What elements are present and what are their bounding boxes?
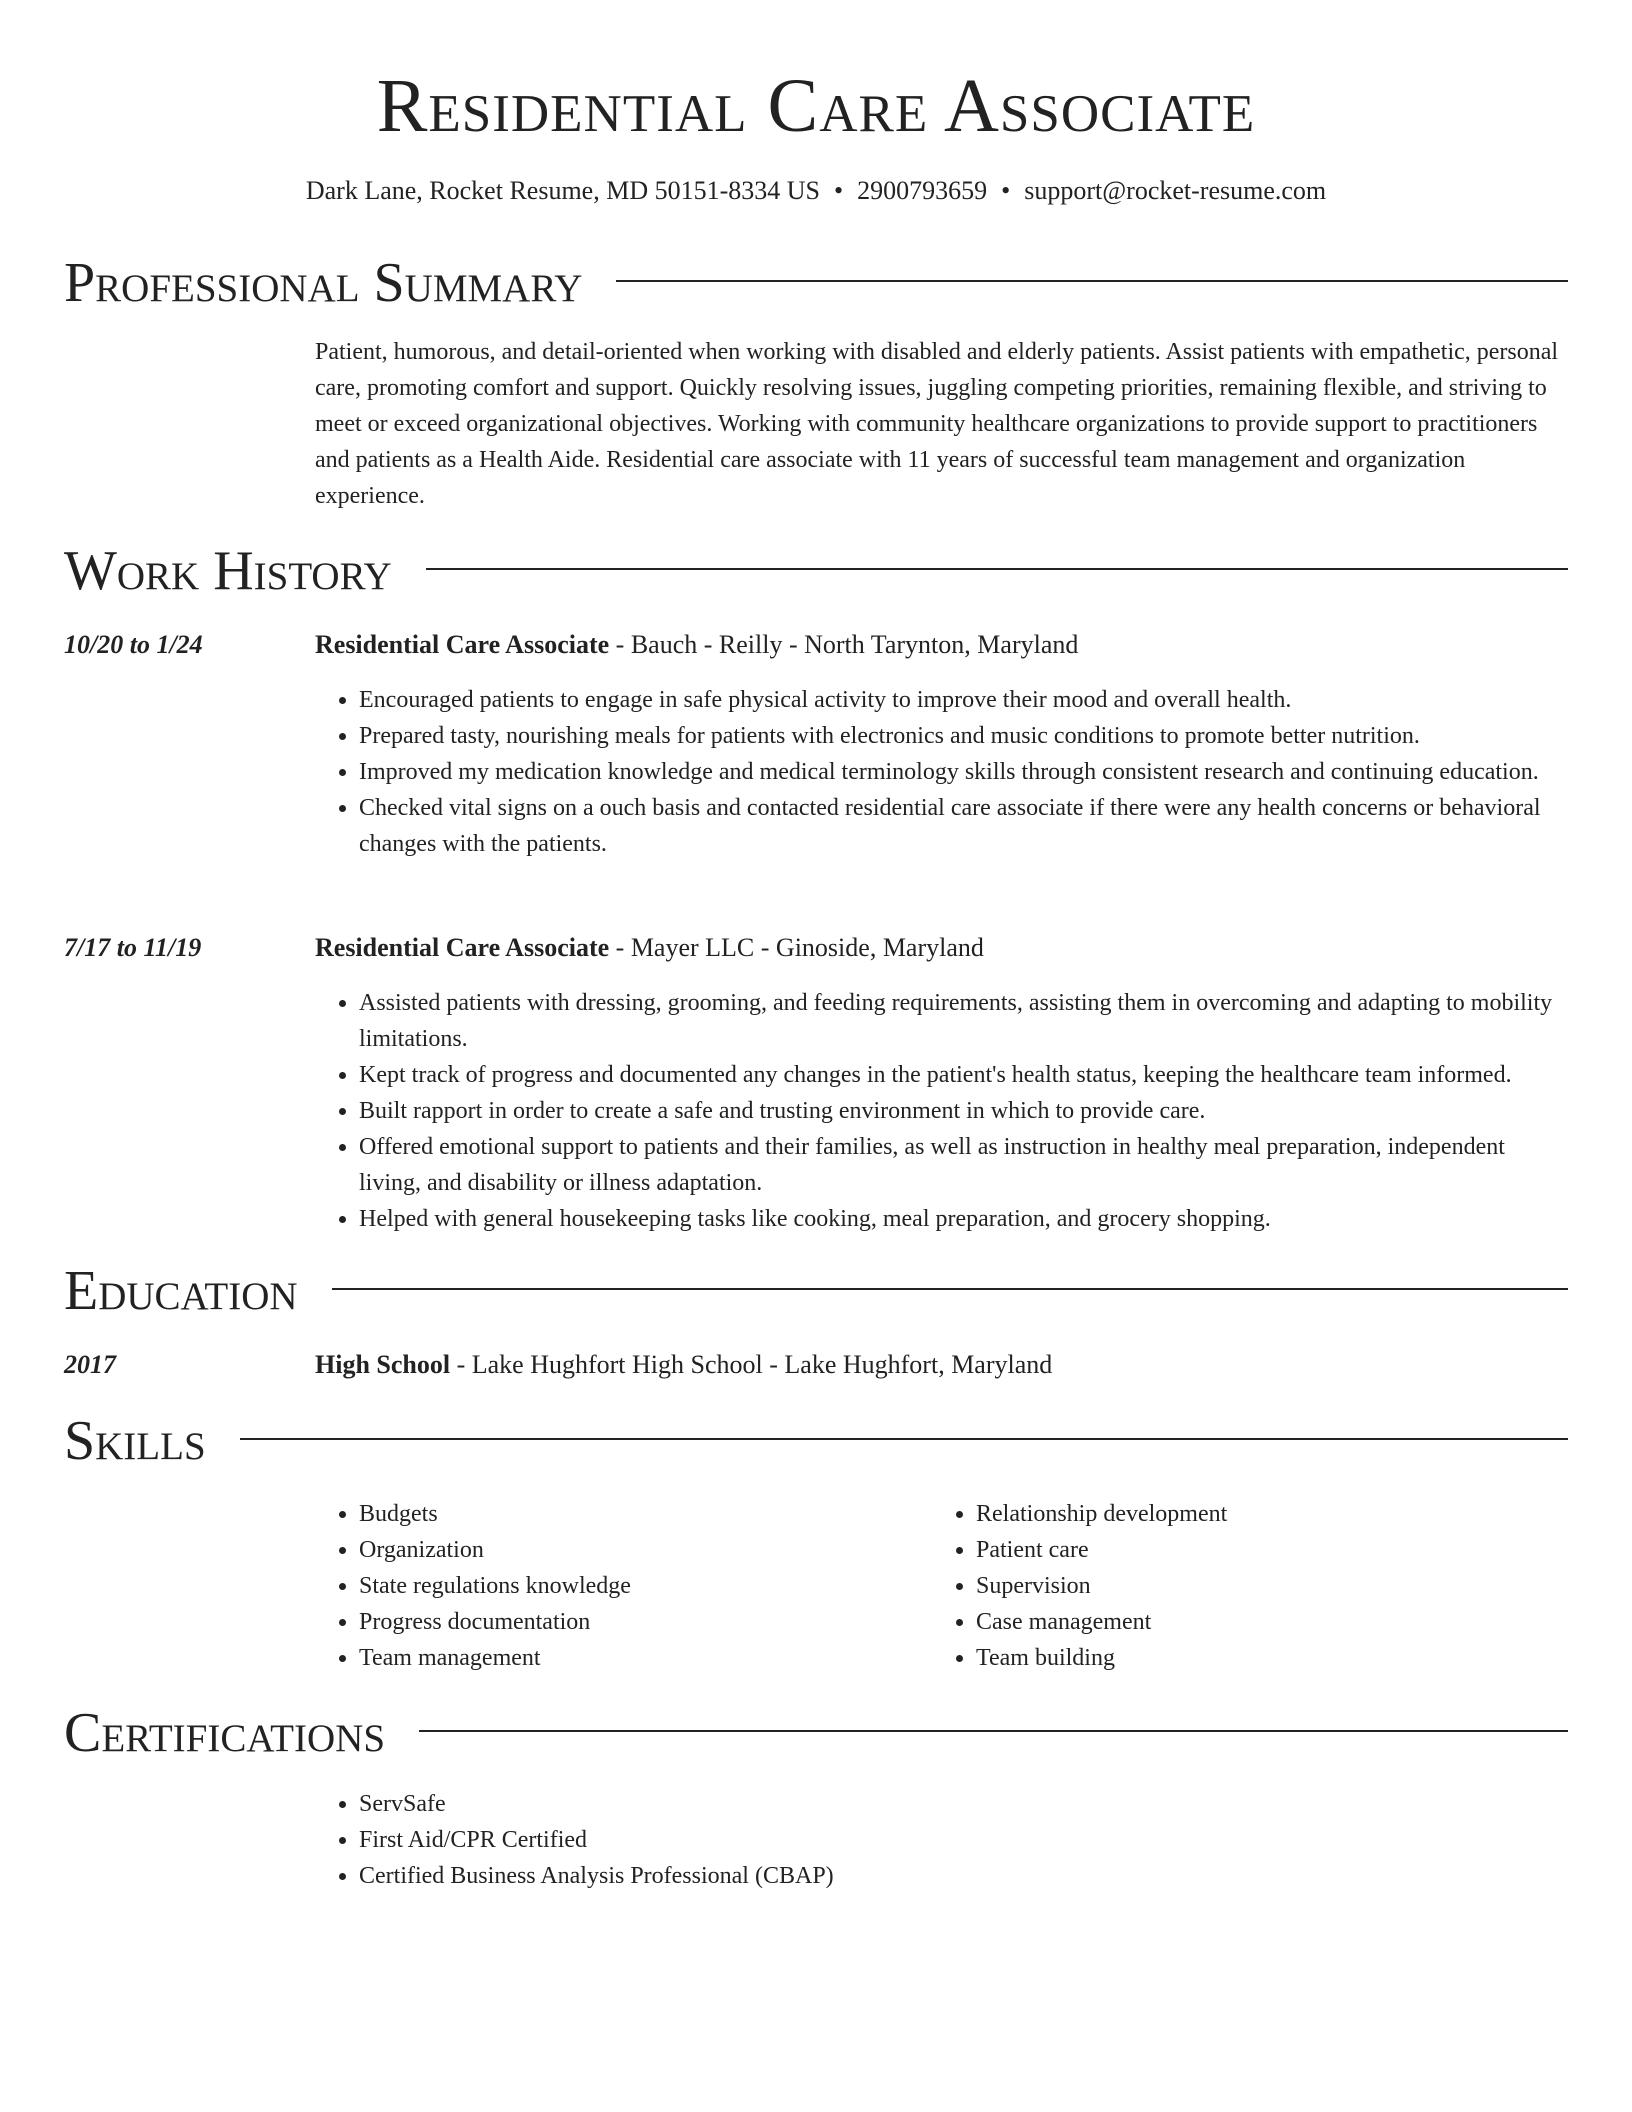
skill-item: • Team building — [976, 1640, 1549, 1676]
job-dates: 7/17 to 11/19 — [64, 933, 202, 962]
work-history-heading — [64, 536, 1568, 606]
contact-address: Dark Lane, Rocket Resume, MD 50151-8334 US — [305, 176, 820, 205]
skill-item: • Progress documentation — [359, 1604, 932, 1640]
certifications-list — [315, 1786, 1568, 1894]
contact-email[interactable]: support@rocket-resume.com — [1024, 176, 1327, 205]
certification-item: • First Aid/CPR Certified — [359, 1822, 1568, 1858]
contact-separator: • — [834, 176, 844, 205]
job-title-line — [315, 930, 984, 966]
job-dates: 10/20 to 1/24 — [64, 630, 203, 659]
skill-item: • Organization — [359, 1532, 932, 1568]
certification-item: • ServSafe — [359, 1786, 1568, 1822]
summary-text: Patient, humorous, and detail-oriented when working with disabled and elderly patients. Assist patients with empathetic, personal care, promoting comfort and support. Quickly resolving issues, juggling competing priorities, remaining flexible, and striving to meet or exceed organizational objectives. Working with community healthcare organizations to provide support to practitioners and patients as a Health Aide. Residential care associate with 11 years of successful team management and organization experience. — [315, 339, 1559, 509]
section-title-certifications: Certifications — [64, 1702, 386, 1764]
list-item: • Encouraged patients to engage in safe physical activity to improve their mood and overall health. — [359, 682, 1568, 718]
contact-line — [0, 174, 1632, 208]
skill-item: • Case management — [976, 1604, 1549, 1640]
contact-separator: • — [1001, 176, 1011, 205]
section-divider — [419, 1730, 1568, 1732]
candidate-name: Residential Care Associate — [376, 64, 1256, 148]
list-item: • Offered emotional support to patients and their families, as well as instruction in healthy meal preparation, independent living, and disability or illness adaptation. — [359, 1129, 1568, 1201]
summary-heading — [64, 248, 1568, 318]
skills-column-left — [315, 1496, 932, 1676]
skill-item: • Supervision — [976, 1568, 1549, 1604]
job-bullets — [315, 682, 1568, 862]
skills-column-right — [932, 1496, 1549, 1676]
list-item: • Improved my medication knowledge and medical terminology skills through consistent research and continuing education. — [359, 754, 1568, 790]
section-title-work-history: Work History — [64, 540, 392, 602]
list-item: • Checked vital signs on a ouch basis and contacted residential care associate if there were any health concerns or behavioral changes with the patients. — [359, 790, 1568, 862]
certifications-heading — [64, 1698, 1568, 1768]
job-employer: - Bauch - Reilly - North Tarynton, Maryland — [609, 630, 1079, 659]
job-title-line — [315, 627, 1078, 663]
education-school: - Lake Hughfort High School - Lake Hughfort, Maryland — [450, 1350, 1053, 1379]
job-bullets — [315, 985, 1568, 1237]
list-item: • Assisted patients with dressing, grooming, and feeding requirements, assisting them in overcoming and adapting to mobility limitations. — [359, 985, 1568, 1057]
skills-list — [315, 1496, 1568, 1676]
education-line — [315, 1347, 1052, 1383]
contact-phone: 2900793659 — [857, 176, 988, 205]
education-heading — [64, 1256, 1568, 1326]
certification-item: • Certified Business Analysis Professional (CBAP) — [359, 1858, 1568, 1894]
section-divider — [426, 568, 1568, 570]
section-title-summary: Professional Summary — [64, 252, 583, 314]
section-divider — [616, 280, 1568, 282]
list-item: • Built rapport in order to create a safe and trusting environment in which to provide care. — [359, 1093, 1568, 1129]
education-year: 2017 — [64, 1350, 116, 1379]
section-divider — [332, 1288, 1568, 1290]
list-item: • Helped with general housekeeping tasks like cooking, meal preparation, and grocery shopping. — [359, 1201, 1568, 1237]
list-item: • Prepared tasty, nourishing meals for patients with electronics and music conditions to promote better nutrition. — [359, 718, 1568, 754]
section-title-education: Education — [64, 1260, 298, 1322]
section-title-skills: Skills — [64, 1410, 206, 1472]
skill-item: • Relationship development — [976, 1496, 1549, 1532]
skill-item: • Team management — [359, 1640, 932, 1676]
skill-item: • State regulations knowledge — [359, 1568, 932, 1604]
skill-item: • Patient care — [976, 1532, 1549, 1568]
job-employer: - Mayer LLC - Ginoside, Maryland — [609, 933, 984, 962]
skill-item: • Budgets — [359, 1496, 932, 1532]
job-role: Residential Care Associate — [315, 933, 610, 962]
skills-heading — [64, 1406, 1568, 1476]
education-degree: High School — [315, 1350, 451, 1379]
list-item: • Kept track of progress and documented any changes in the patient's health status, keeping the healthcare team informed. — [359, 1057, 1568, 1093]
job-role: Residential Care Associate — [315, 630, 610, 659]
section-divider — [240, 1438, 1568, 1440]
